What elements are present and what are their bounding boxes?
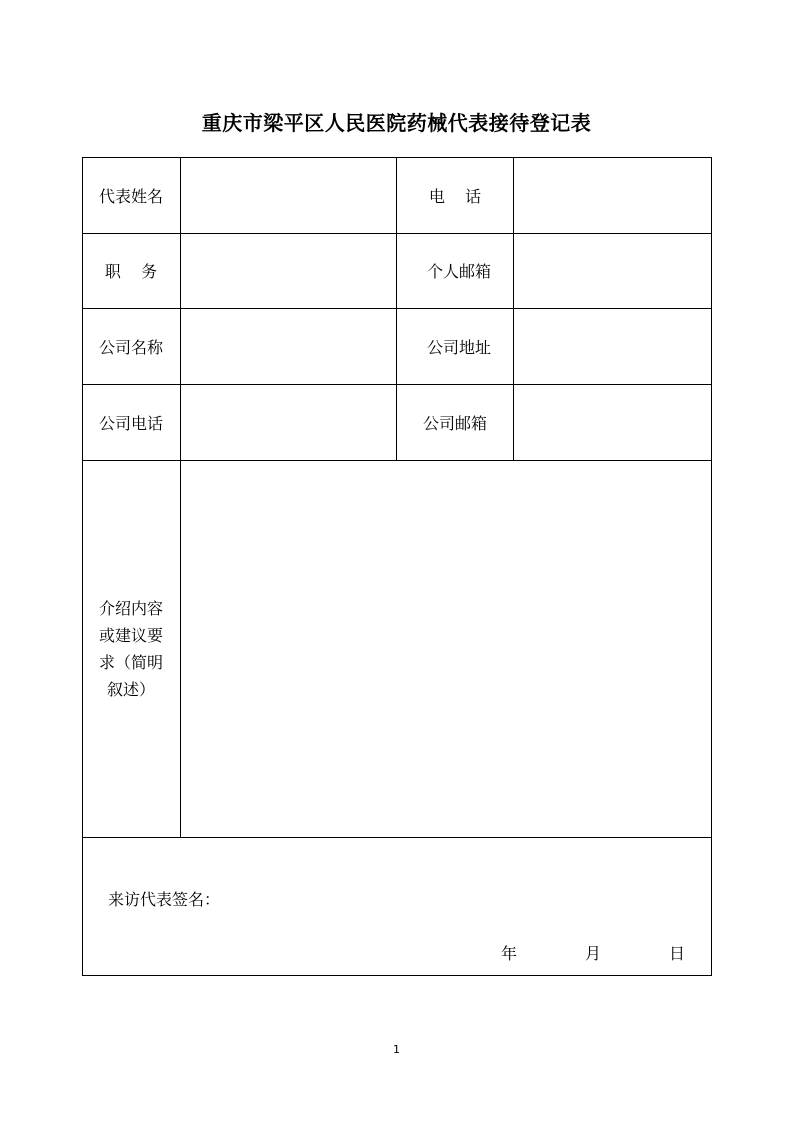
company-email-field[interactable] [514, 385, 710, 459]
company-phone-label: 公司电话 [98, 413, 163, 433]
position-label: 职 务 [104, 262, 158, 281]
intro-content-field[interactable] [181, 461, 710, 836]
position-field[interactable] [181, 234, 395, 307]
intro-label-line: 叙述） [106, 679, 155, 699]
company-name-label: 公司名称 [98, 337, 163, 357]
company-address-field[interactable] [514, 309, 710, 383]
intro-label-line: 介绍内容 [98, 598, 163, 618]
company-email-label: 公司邮箱 [422, 413, 487, 433]
day-label: 日 [669, 943, 686, 963]
form-title: 重庆市梁平区人民医院药械代表接待登记表 [201, 111, 592, 135]
row-divider [82, 837, 712, 838]
table-border-right [711, 157, 712, 976]
registration-form-table [82, 157, 712, 976]
signature-label: 来访代表签名： [108, 889, 221, 909]
company-address-label: 公司地址 [427, 337, 492, 357]
rep-name-field[interactable] [181, 158, 395, 232]
month-label: 月 [585, 943, 602, 963]
personal-email-label: 个人邮箱 [427, 262, 492, 281]
company-phone-field[interactable] [181, 385, 395, 459]
rep-name-label: 代表姓名 [98, 186, 163, 206]
company-name-field[interactable] [181, 309, 395, 383]
intro-label-line: 或建议要 [98, 625, 163, 645]
phone-label: 电 话 [428, 186, 482, 206]
intro-label-line: 求（简明 [98, 652, 163, 672]
signature-field[interactable] [242, 877, 542, 917]
intro-content-label [82, 460, 180, 837]
page-number: 1 [393, 1043, 400, 1056]
year-label: 年 [501, 943, 518, 963]
personal-email-field[interactable] [514, 234, 710, 307]
table-border-bottom [82, 975, 712, 976]
phone-field[interactable] [514, 158, 710, 232]
